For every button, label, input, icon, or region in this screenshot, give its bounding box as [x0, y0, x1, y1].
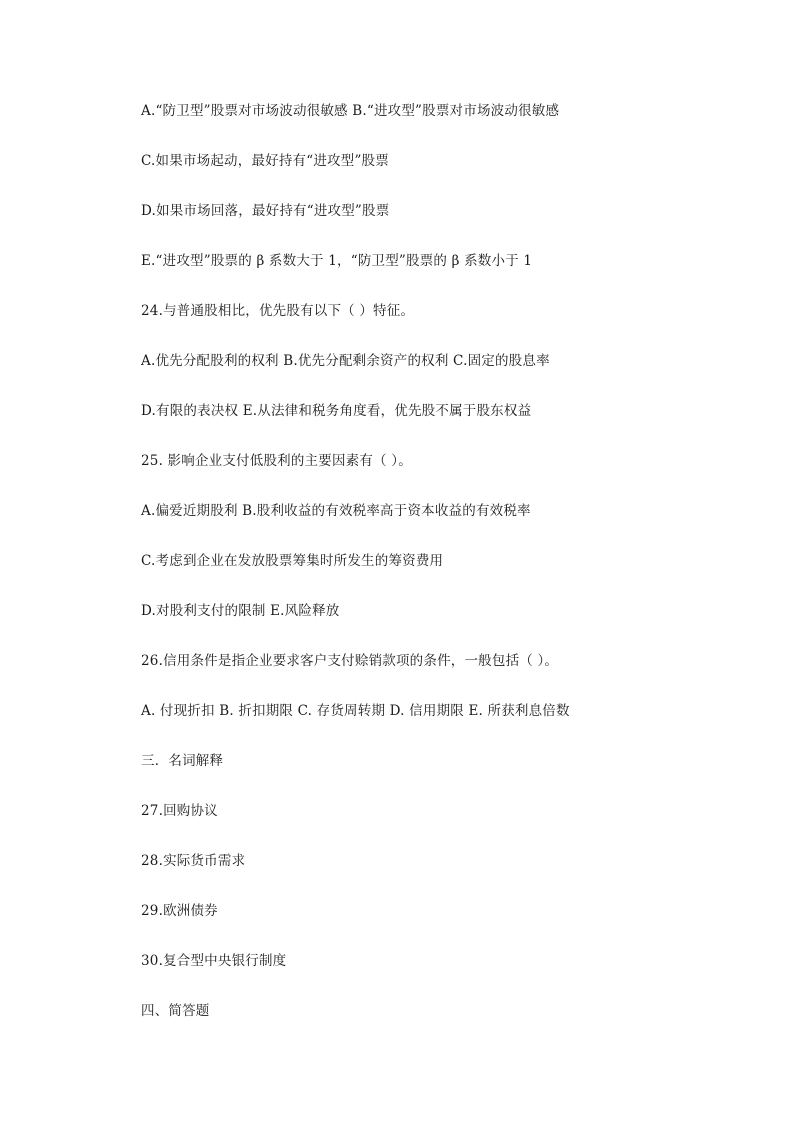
section-heading-3: 三．名词解释 [141, 753, 224, 769]
q26-options: A. 付现折扣 B. 折扣期限 C. 存货周转期 D. 信用期限 E. 所获利息倍数 [141, 703, 570, 719]
question-25: 25. 影响企业支付低股利的主要因素有（ ）。 [141, 453, 412, 469]
term-30: 30.复合型中央银行制度 [141, 953, 287, 969]
term-27: 27.回购协议 [141, 803, 218, 819]
q24-options-a-c: A.优先分配股利的权利 B.优先分配剩余资产的权利 C.固定的股息率 [141, 353, 550, 369]
term-29: 29.欧洲债券 [141, 903, 218, 919]
section-heading-4: 四、简答题 [141, 1003, 210, 1019]
q24-options-d-e: D.有限的表决权 E.从法律和税务角度看，优先股不属于股东权益 [141, 403, 532, 419]
option-line-c: C.如果市场起动，最好持有“进攻型”股票 [141, 153, 389, 169]
option-line-a-b: A.“防卫型”股票对市场波动很敏感 B.“进攻型”股票对市场波动很敏感 [141, 103, 560, 119]
question-24: 24.与普通股相比，优先股有以下（ ）特征。 [141, 303, 415, 319]
term-28: 28.实际货币需求 [141, 853, 246, 869]
option-line-e: E.“进攻型”股票的 β 系数大于 1，“防卫型”股票的 β 系数小于 1 [141, 253, 533, 269]
q25-options-d-e: D.对股利支付的限制 E.风险释放 [141, 603, 340, 619]
q25-options-a-b: A.偏爱近期股利 B.股利收益的有效税率高于资本收益的有效税率 [141, 503, 531, 519]
q25-option-c: C.考虑到企业在发放股票筹集时所发生的筹资费用 [141, 553, 444, 569]
question-26: 26.信用条件是指企业要求客户支付赊销款项的条件，一般包括（ ）。 [141, 653, 559, 669]
option-line-d: D.如果市场回落，最好持有“进攻型”股票 [141, 203, 390, 219]
